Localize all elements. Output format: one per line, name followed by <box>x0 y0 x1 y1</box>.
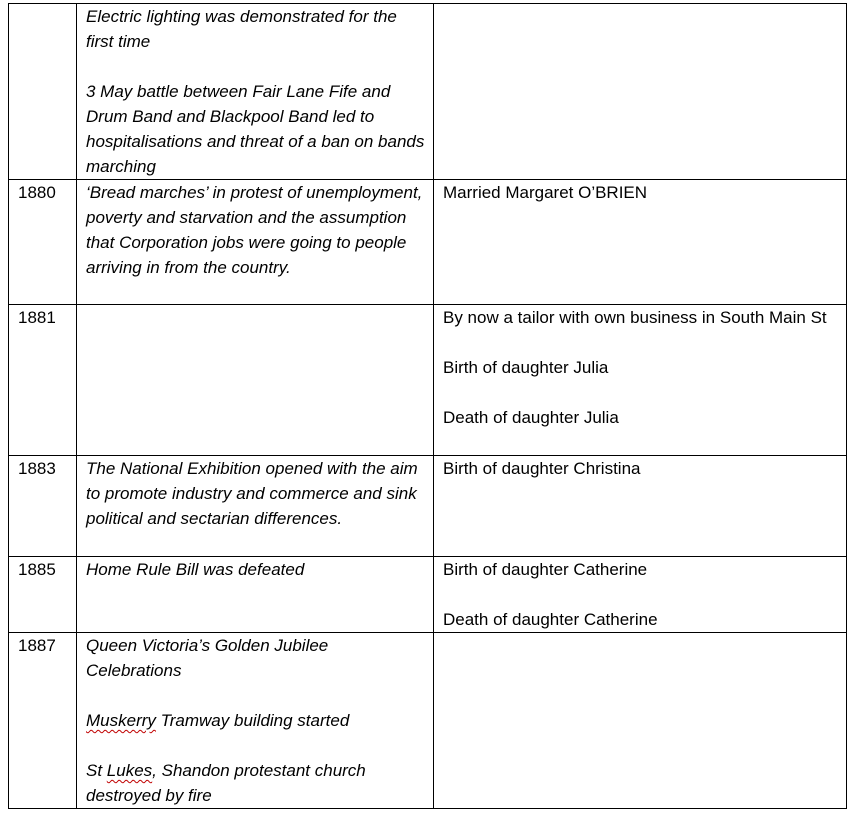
event-text: ‘Bread marches’ in protest of unemployment, poverty and starvation and the assumption that Corporation jobs were going to people arriving in from the country. <box>86 183 423 277</box>
family-event-text: Death of daughter Catherine <box>443 610 658 629</box>
event-text: 3 May battle between Fair Lane Fife and Drum Band and Blackpool Band led to hospitalisations and threat of a ban on bands marching <box>86 82 425 176</box>
events-cell <box>77 456 434 557</box>
events-cell <box>77 557 434 633</box>
event-text: Electric lighting was demonstrated for the first time <box>86 7 397 51</box>
event-text: Queen Victoria’s Golden Jubilee Celebrations <box>86 636 329 680</box>
table-row <box>9 180 847 305</box>
event-text: St Lukes, Shandon protestant church destroyed by fire <box>86 761 366 805</box>
table-row <box>9 557 847 633</box>
events-cell <box>77 633 434 809</box>
family-event-text: Birth of daughter Catherine <box>443 560 648 579</box>
year-cell: 1883 <box>9 456 77 557</box>
table-row <box>9 633 847 809</box>
family-cell <box>434 456 847 557</box>
family-cell <box>434 557 847 633</box>
family-event-text: Married Margaret O’BRIEN <box>443 183 648 202</box>
family-event-text: Birth of daughter Julia <box>443 358 609 377</box>
timeline-table <box>8 3 847 809</box>
year-cell <box>9 4 77 180</box>
events-cell <box>77 180 434 305</box>
table-row <box>9 456 847 557</box>
events-cell <box>77 4 434 180</box>
year-cell: 1880 <box>9 180 77 305</box>
family-cell <box>434 633 847 809</box>
table-row <box>9 305 847 456</box>
event-text: The National Exhibition opened with the aim to promote industry and commerce and sink political and sectarian differences. <box>86 459 418 528</box>
event-text: Muskerry Tramway building started <box>86 711 350 730</box>
table-row <box>9 4 847 180</box>
year-cell: 1887 <box>9 633 77 809</box>
family-cell <box>434 305 847 456</box>
family-cell <box>434 4 847 180</box>
family-event-text: Birth of daughter Christina <box>443 459 641 478</box>
year-cell: 1881 <box>9 305 77 456</box>
spellcheck-flag: Muskerry <box>86 711 156 730</box>
family-event-text: Death of daughter Julia <box>443 408 619 427</box>
spellcheck-flag: Lukes <box>106 761 153 780</box>
family-event-text: By now a tailor with own business in South Main St <box>443 308 827 327</box>
family-cell <box>434 180 847 305</box>
event-text: Home Rule Bill was defeated <box>86 560 305 579</box>
year-cell: 1885 <box>9 557 77 633</box>
events-cell <box>77 305 434 456</box>
